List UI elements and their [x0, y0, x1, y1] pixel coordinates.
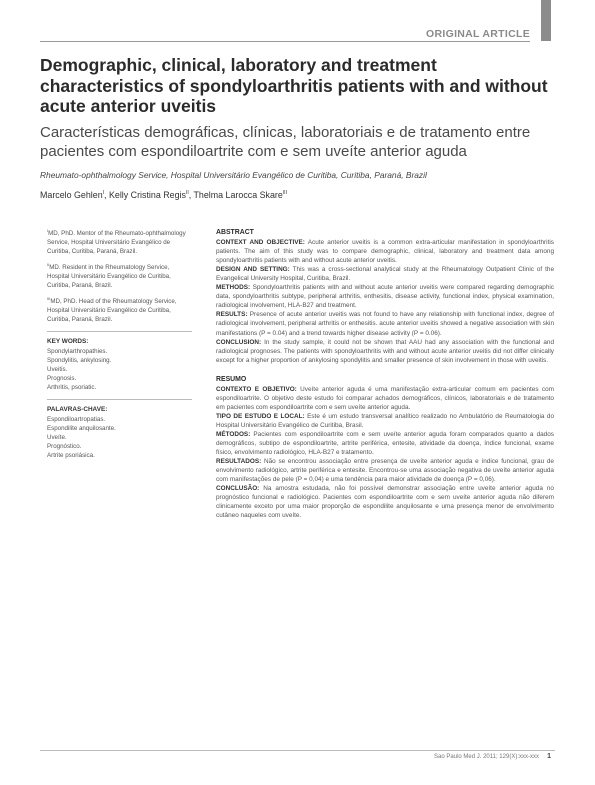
author: Thelma Larocca Skare$^{III}$ [193, 190, 287, 200]
keyword: Arthritis, psoriatic. [47, 384, 97, 392]
keyword: Spondylarthropathies. [47, 348, 108, 356]
palavras-heading: PALAVRAS-CHAVE: [47, 406, 108, 414]
abstract-paragraph: RESULTS: Presence of acute anterior uveitis was not found to have any relationship with functional index, degree of radiological involvement, peripheral arthritis or enthesitis. acute anterior uveitis showed a negative association with skin manifestations (P = 0.04) and a trend towards higher disease activity (P = 0.06). [216, 311, 554, 337]
abstract-column [216, 228, 554, 520]
journal-citation: Sao Paulo Med J. 2011; 129(X):xxx-xxx [434, 754, 539, 760]
abstract-heading: ABSTRACT [216, 229, 254, 236]
keyword: Spondylitis, ankylosing. [47, 357, 112, 365]
palavra: Espondilite anquilosante. [47, 425, 116, 433]
abstract-paragraph: METHODS: Spondyloarthritis patients with and without acute anterior uveitis were compared regarding demographic data, spondyloarthritis subtype, peripheral arthritis, enthesitis, disease activity, functional index, physical examination, radiological involvement, HLA-B27 and treatment. [216, 284, 554, 310]
palavra: Uveíte. [47, 434, 67, 442]
footer-rule [40, 750, 555, 751]
page-number: 1 [547, 753, 551, 760]
author: Marcelo Gehlen$^I$, [40, 190, 109, 200]
resumo-paragraph: TIPO DE ESTUDO E LOCAL: Este é um estudo transversal analítico realizado no Ambulatório de Reumatologia do Hospital Universitário Evangélico de Curitiba, Brasil. [216, 412, 554, 429]
palavras-block [47, 399, 192, 460]
keyword: Prognosis. [47, 375, 77, 383]
keywords-block [47, 331, 192, 392]
resumo-paragraph: CONTEXTO E OBJETIVO: Uveíte anterior aguda é uma manifestação extra-articular comum em pacientes com espondiloartrite. O objetivo deste estudo foi comparar achados demográficos, clínicos, laboratoriais e de tratamento em pacientes com espondiloartrite com e sem uveíte anterior aguda. [216, 385, 554, 411]
article-title-pt: Características demográficas, clínicas, laboratoriais e de tratamento entre pacientes com espondiloartrite com e sem uveíte anterior aguda [40, 124, 531, 160]
section-label: ORIGINAL ARTICLE [426, 28, 530, 40]
author: Kelly Cristina Regis$^{II}$, [108, 190, 194, 200]
resumo-paragraph: CONCLUSÃO: Na amostra estudada, não foi possível demonstrar associação entre uveíte anterior aguda no prognóstico funcional e radiológico. Pacientes com espondiloartrite com e sem uveíte anterior aguda não diferem clinicamente exceto por uma maior proporção de espondilite anquilosante e uma presença menor de envolvimento cutâneo naqueles com uveíte. [216, 485, 554, 520]
palavra: Artrite psoriásica. [47, 452, 95, 460]
palavra: Espondiloartropatias. [47, 416, 106, 424]
keywords-heading: KEY WORDS: [47, 338, 89, 346]
abstract-paragraph: CONCLUSION: In the study sample, it could not be shown that AAU had any association with the functional and radiological prognoses. The patients with spondyloarthritis with and without acute anterior uveitis did not differ clinically except for a higher proportion of ankylosing spondylitis and smaller presence of skin involvement in those with uveitis. [216, 338, 554, 364]
affiliation: Rheumato-ophthalmology Service, Hospital Universitário Evangélico de Curitiba, Curitiba, Paraná, Brazil [40, 170, 427, 180]
resumo-paragraph: RESULTADOS: Não se encontrou associação entre presença de uveíte anterior aguda e índice funcional, grau de envolvimento radiológico, artrite periférica e entesite. Encontrou-se uma associação negativa de uveíte anterior aguda com manifestações de pele (P = 0,04) e uma tendência para maior atividade de doença (P = 0,06). [216, 458, 554, 484]
resumo-paragraph: MÉTODOS: Pacientes com espondiloartrite com e sem uveíte anterior aguda foram comparados quanto a dados demográficos, subtipo de espondiloartrite, artrite periférica, entesite, atividade da doença, índice funcional, exame físico, envolvimento radiológico, HLA-B27 e tratamento. [216, 430, 554, 457]
author-list [40, 190, 560, 200]
sidebar-column [47, 226, 192, 460]
affiliation-note: $^{II}$MD. Resident in the Rheumatology Service, Hospital Universitário Evangélico de Curitiba, Curitiba, Paraná, Brazil. [47, 262, 171, 290]
corner-tab [541, 0, 551, 41]
article-title-en: Demographic, clinical, laboratory and treatment characteristics of spondyloarthritis patients with and without acute anterior uveitis [40, 55, 548, 116]
affiliation-note: $^I$MD, PhD. Mentor of the Rheumato-ophthalmology Service, Hospital Universitário Evangélico de Curitiba, Curitiba, Paraná, Brazil. [47, 228, 186, 256]
abstract-paragraph: DESIGN AND SETTING: This was a cross-sectional analytical study at the Rheumatology Outpatient Clinic of the Evangelical University Hospital, Curitiba, Brazil. [216, 266, 555, 283]
palavra: Prognóstico. [47, 443, 82, 451]
header-rule [40, 41, 530, 42]
abstract-paragraph: CONTEXT AND OBJECTIVE: Acute anterior uveitis is a common extra-articular manifestation in spondyloarthritis patients. The aim of this study was to compare demographic, clinical, laboratory and treatment data among spondyloarthritis patients with and without acute anterior uveitis. [216, 239, 554, 265]
affiliation-note: $^{III}$MD, PhD. Head of the Rheumatology Service, Hospital Universitário Evangélico de Curitiba, Curitiba, Paraná, Brazil. [47, 296, 177, 324]
keyword: Uveitis. [47, 366, 68, 374]
resumo-heading: RESUMO [216, 375, 247, 383]
